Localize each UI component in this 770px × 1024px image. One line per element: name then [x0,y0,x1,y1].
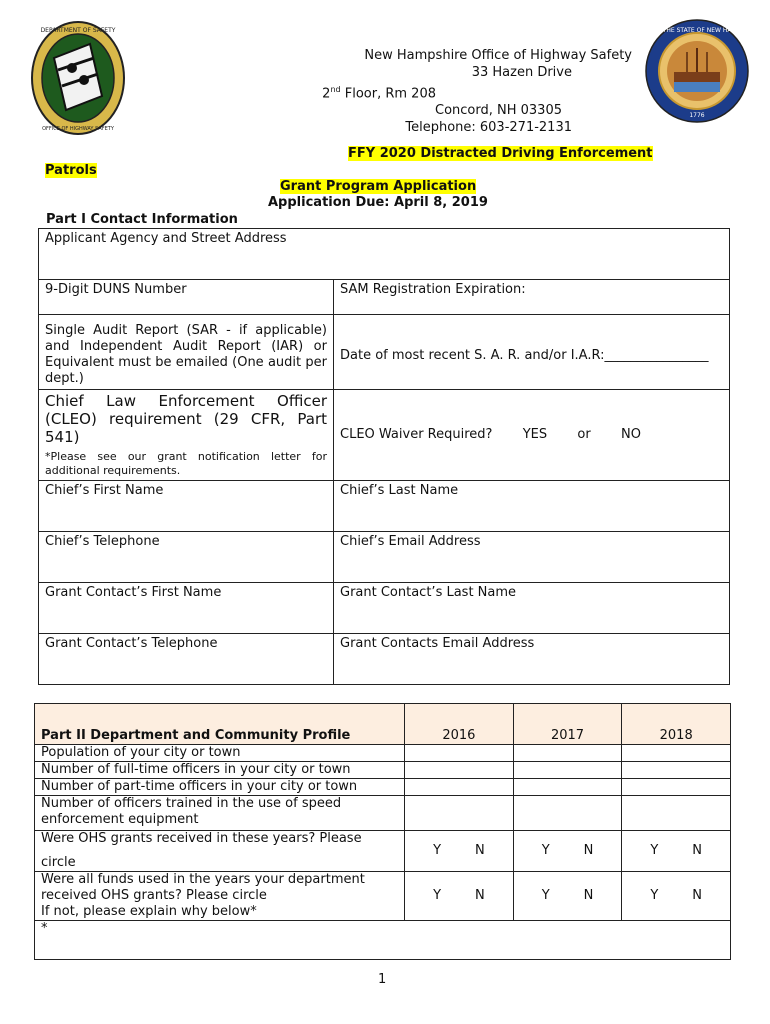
table-row [39,532,730,583]
title-line-2: Patrols [45,163,97,178]
sam-label: SAM Registration Expiration: [340,282,526,297]
chief-email-label: Chief’s Email Address [340,534,481,549]
funds-note: If not, please explain why below* [41,904,257,919]
speed-trained-2017[interactable] [513,796,622,831]
subtitle: Grant Program Application [280,179,477,194]
sar-date-cell[interactable] [334,315,730,390]
sam-cell[interactable] [334,280,730,315]
chief-first-cell[interactable] [39,481,334,532]
table-row [39,229,730,280]
grants-received-label [35,831,405,872]
population-2017[interactable] [513,745,622,762]
sar-cell [39,315,334,390]
full-time-2016[interactable] [405,762,514,779]
chief-email-cell[interactable] [334,532,730,583]
population-2018[interactable] [622,745,731,762]
state-seal [635,18,759,124]
contact-phone-cell[interactable] [39,634,334,685]
table-row [39,481,730,532]
address-block [300,47,632,136]
chief-phone-cell[interactable] [39,532,334,583]
address-line-5: Telephone: 603-271-2131 [405,120,572,136]
cleo-cell [39,390,334,481]
address-line-2: 33 Hazen Drive [471,65,572,80]
duns-cell[interactable] [39,280,334,315]
table-row [35,796,731,831]
cleo-waiver-cell [334,390,730,481]
svg-text:DEPARTMENT OF SAFETY: DEPARTMENT OF SAFETY [40,27,116,34]
contact-last-label: Grant Contact’s Last Name [340,585,517,600]
svg-text:OFFICE OF HIGHWAY SAFETY: OFFICE OF HIGHWAY SAFETY [42,126,114,132]
table-row [39,583,730,634]
year-2017-header: 2017 [513,704,622,745]
speed-trained-2018[interactable] [622,796,731,831]
n-option[interactable]: N [692,843,702,858]
cleo-label: Chief Law Enforcement Officer (CLEO) requirement (29 CFR, Part 541) [45,392,327,446]
n-option[interactable]: N [692,888,702,903]
agency-address-label: Applicant Agency and Street Address [45,231,287,246]
part1-heading: Part I Contact Information [46,212,238,227]
table-row [39,390,730,481]
grants-2018[interactable] [622,831,731,872]
cleo-note: *Please see our grant notification letter for additional requirements. [45,450,327,477]
sar-date-label: Date of most recent S. A. R. and/or I.A.R:________________ [340,348,709,363]
svg-text:1776: 1776 [689,112,705,119]
speed-trained-label: Number of officers trained in the use of speed enforcement equipment [35,796,405,831]
cleo-no-option[interactable]: NO [621,427,641,442]
funds-2017[interactable] [513,872,622,921]
chief-first-label: Chief’s First Name [45,483,164,498]
grants-question-line-2: circle [41,855,76,870]
table-row [39,280,730,315]
y-option[interactable]: Y [433,843,442,858]
funds-2018[interactable] [622,872,731,921]
full-time-2017[interactable] [513,762,622,779]
agency-address-cell[interactable] [39,229,730,280]
y-option[interactable]: Y [541,843,550,858]
due-date: Application Due: April 8, 2019 [268,195,488,210]
part-time-2016[interactable] [405,779,514,796]
contact-email-cell[interactable] [334,634,730,685]
table-row [35,872,731,921]
y-option[interactable]: Y [541,888,550,903]
speed-trained-2016[interactable] [405,796,514,831]
y-option[interactable]: Y [650,843,659,858]
full-time-officers-label: Number of full-time officers in your city or town [35,762,405,779]
address-line-3 [300,81,632,102]
y-option[interactable]: Y [650,888,659,903]
duns-label: 9-Digit DUNS Number [45,282,187,297]
table-row [35,745,731,762]
department-profile-table [34,703,731,960]
chief-last-label: Chief’s Last Name [340,483,459,498]
address-line-4: Concord, NH 03305 [435,103,562,119]
contact-info-table [38,228,730,685]
contact-phone-label: Grant Contact’s Telephone [45,636,218,651]
page-number: 1 [378,972,387,987]
year-2016-header: 2016 [405,704,514,745]
population-label: Population of your city or town [35,745,405,762]
funds-used-label [35,872,405,921]
explanation-cell[interactable] [35,921,731,960]
chief-phone-label: Chief’s Telephone [45,534,160,549]
full-time-2018[interactable] [622,762,731,779]
population-2016[interactable] [405,745,514,762]
contact-first-cell[interactable] [39,583,334,634]
sar-label: Single Audit Report (SAR - if applicable) and Independent Audit Report (IAR) or Equivalent must be emailed (One audit per dept.) [45,323,327,386]
part-time-2017[interactable] [513,779,622,796]
table-row [35,762,731,779]
part-time-officers-label: Number of part-time officers in your city or town [35,779,405,796]
part-time-2018[interactable] [622,779,731,796]
table-row [39,634,730,685]
grants-2016[interactable] [405,831,514,872]
contact-last-cell[interactable] [334,583,730,634]
year-2018-header: 2018 [622,704,731,745]
funds-2016[interactable] [405,872,514,921]
contact-email-label: Grant Contacts Email Address [340,636,535,651]
y-option[interactable]: Y [433,888,442,903]
n-option[interactable]: N [583,888,594,903]
n-option[interactable]: N [474,888,485,903]
dept-of-safety-seal [28,18,128,138]
table-row [39,315,730,390]
cleo-or-text: or [577,427,591,442]
title-line-1: FFY 2020 Distracted Driving Enforcement [348,146,653,161]
grants-question-line-1: Were OHS grants received in these years? Please [41,831,362,846]
floor-text: Floor, Rm 208 [344,86,436,102]
floor-number: 2 [322,86,331,102]
table-row [35,779,731,796]
table-row [35,704,731,745]
floor-suffix: nd [330,85,341,94]
part2-heading: Part II Department and Community Profile [35,704,405,745]
n-option[interactable]: N [474,843,485,858]
grants-2017[interactable] [513,831,622,872]
chief-last-cell[interactable] [334,481,730,532]
table-row [35,831,731,872]
cleo-waiver-label: CLEO Waiver Required? [340,427,493,442]
address-line-1: New Hampshire Office of Highway Safety [364,48,632,63]
contact-first-label: Grant Contact’s First Name [45,585,222,600]
table-row [35,921,731,960]
svg-text:SEAL OF THE STATE OF NEW HAMPS: SEAL OF THE STATE OF NEW HAMPSHIRE [635,27,759,34]
n-option[interactable]: N [583,843,594,858]
explanation-star: * [41,921,48,936]
funds-question: Were all funds used in the years your department received OHS grants? Please circle [41,872,365,903]
cleo-yes-option[interactable]: YES [522,427,548,442]
